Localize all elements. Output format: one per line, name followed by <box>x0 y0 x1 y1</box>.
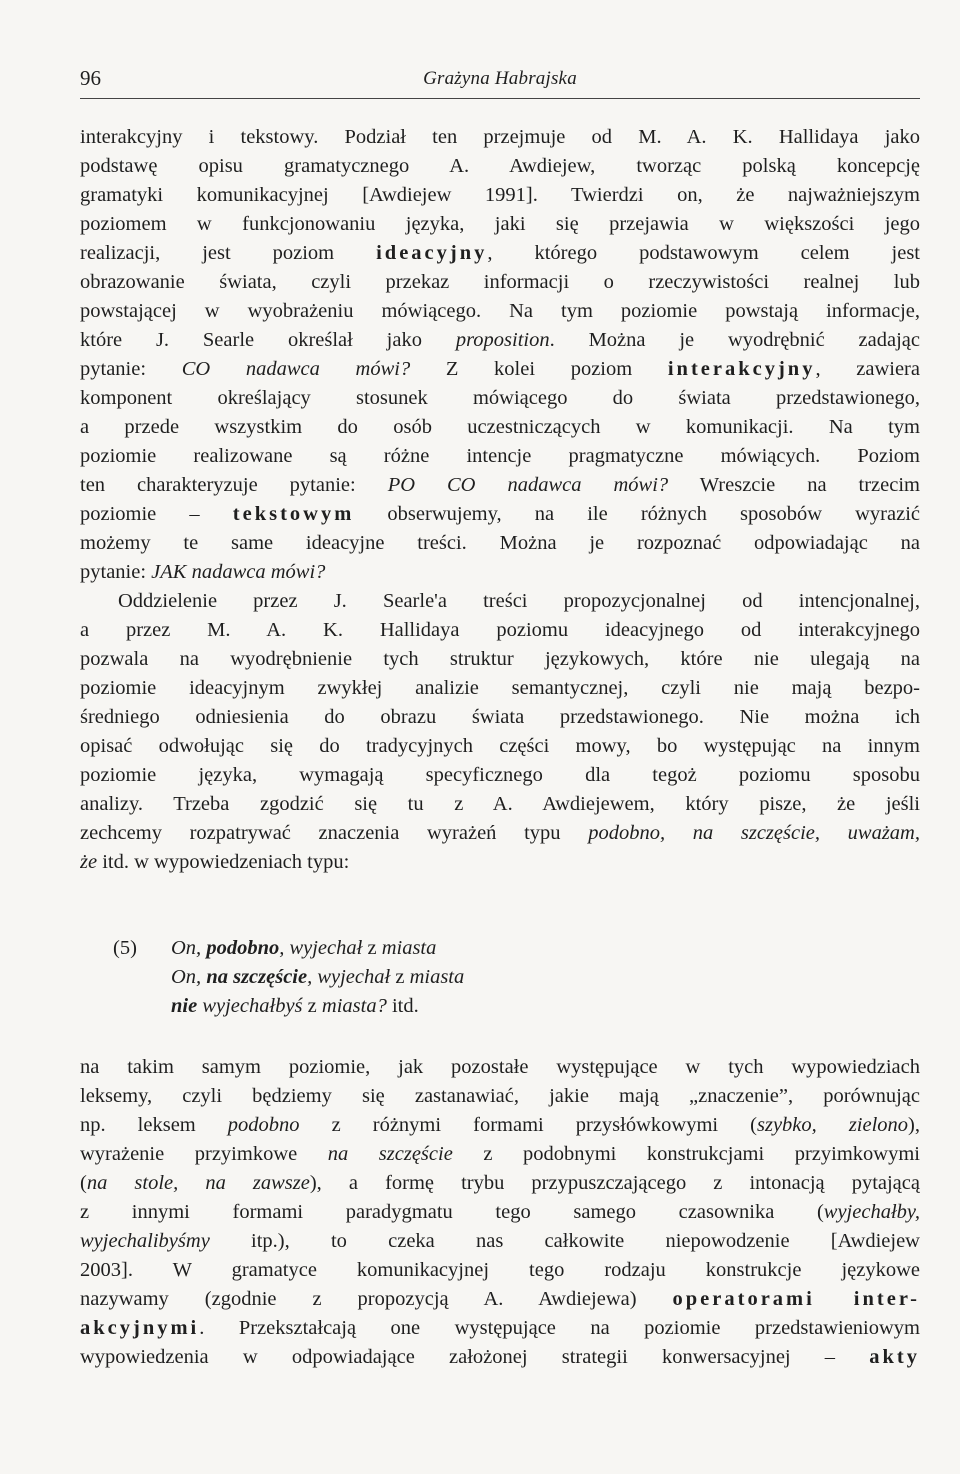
text-line: zechcemy rozpatrywać znaczenia wyrażeń typu podobno, na szczęście, uważam, <box>80 822 920 844</box>
text-line: na takim samym poziomie, jak pozostałe występujące w tych wypowiedziach <box>80 1056 920 1078</box>
continuation-paragraph <box>80 1053 920 1372</box>
text-line: pytanie: JAK nadawca mówi? <box>80 561 326 583</box>
text-line: np. leksem podobno z różnymi formami przysłówkowymi (szybko, zielono), <box>80 1114 920 1136</box>
text-line: z innymi formami paradygmatu tego samego czasownika (wyjechałby, <box>80 1201 920 1223</box>
text-line: powstającej w wyobrażeniu mówiącego. Na tym poziomie powstają informacje, <box>80 300 920 322</box>
example-5 <box>113 934 813 1021</box>
text-line: podstawę opisu gramatycznego A. Awdiejew, tworząc polską koncepcję <box>80 155 920 177</box>
text-line: (na stole, na zawsze), a formę trybu przypuszczającego z intonacją pytającą <box>80 1172 920 1194</box>
italic-term: na szczęście <box>327 1143 453 1165</box>
italic-term: że <box>80 851 98 873</box>
text-line: interakcyjny i tekstowy. Podział ten przejmuje od M. A. K. Hallidaya jako <box>80 126 920 148</box>
text-line: obrazowanie świata, czyli przekaz informacji o rzeczywistości realnej lub <box>80 271 920 293</box>
text-line: wyjechalibyśmy itp.), to czeka nas całkowite niepowodzenie [Awdiejew <box>80 1230 920 1252</box>
italic-term: proposition <box>455 329 550 351</box>
italic-question: CO nadawca mówi? <box>181 358 411 380</box>
text-line: opisać odwołując się do tradycyjnych części mowy, bo występując na innym <box>80 735 920 757</box>
text-line: poziomie języka, wymagają specyficznego dla tegoż poziomu sposobu <box>80 764 920 786</box>
italic-term: podobno, na szczęście, uważam, <box>588 822 920 844</box>
italic-term: wyjechalibyśmy <box>80 1230 210 1252</box>
text-line: analizy. Trzeba zgodzić się tu z A. Awdiejewem, który pisze, że jeśli <box>80 793 920 815</box>
text-line: Oddzielenie przez J. Searle'a treści propozycjonalnej od intencjonalnej, <box>118 590 920 612</box>
example-line: On, na szczęście, wyjechał z miasta <box>171 966 465 988</box>
bold-italic-term: podobno <box>206 937 280 959</box>
bold-italic-term: nie <box>171 995 198 1017</box>
bold-italic-term: na szczęście <box>206 966 308 988</box>
text-line: średniego odniesienia do obrazu świata przedstawionego. Nie można ich <box>80 706 920 728</box>
running-title: Grażyna Habrajska <box>423 68 577 89</box>
italic-term: wyjechałby, <box>823 1201 920 1223</box>
example-number: (5) <box>113 937 137 959</box>
text-line: a przez M. A. K. Hallidaya poziomu ideacyjnego od interakcyjnego <box>80 619 920 641</box>
text-line: akcyjnymi. Przekształcają one występujące na poziomie przedstawieniowym <box>80 1317 920 1339</box>
example-line: nie wyjechałbyś z miasta? itd. <box>171 995 419 1017</box>
text-line: że itd. w wypowiedzeniach typu: <box>80 851 350 873</box>
italic-question: PO CO nadawca mówi? <box>387 474 669 496</box>
text-line: a przede wszystkim do osób uczestniczących w komunikacji. Na tym <box>80 416 920 438</box>
text-line: gramatyki komunikacyjnej [Awdiejew 1991]. Twierdzi on, że najważniejszym <box>80 184 920 206</box>
italic-term: na stole, na zawsze <box>86 1172 310 1194</box>
page-header <box>80 62 920 99</box>
text-line: ten charakteryzuje pytanie: PO CO nadawca mówi? Wreszcie na trzecim <box>80 474 920 496</box>
text-line: komponent określający stosunek mówiącego do świata przedstawionego, <box>80 387 920 409</box>
page-number: 96 <box>80 66 101 90</box>
text-line: poziomem w funkcjonowaniu języka, jaki się przejawia w większości jego <box>80 213 920 235</box>
text-line: poziomie realizowane są różne intencje pragmatyczne mówiących. Poziom <box>80 445 920 467</box>
spaced-term: tekstowym <box>232 503 355 525</box>
italic-question: JAK nadawca mówi? <box>151 561 326 583</box>
spaced-term: ideacyjny <box>376 242 488 264</box>
italic-term: szybko, zielono <box>756 1114 909 1136</box>
example-line: (5) On, podobno, wyjechał z miasta <box>113 934 813 963</box>
text-line: pozwala na wyodrębnienie tych struktur językowych, które nie ulegają na <box>80 648 920 670</box>
text-line: poziomie – tekstowym obserwujemy, na ile różnych sposobów wyrazić <box>80 503 920 525</box>
text-line: nazywamy (zgodnie z propozycją A. Awdiejewa) operatorami inter- <box>80 1288 920 1310</box>
text-line: poziomie ideacyjnym zwykłej analizie semantycznej, czyli nie mają bezpo- <box>80 677 920 699</box>
italic-term: podobno <box>227 1114 300 1136</box>
main-paragraphs <box>80 123 920 877</box>
text-line: leksemy, czyli będziemy się zastanawiać, jakie mają „znaczenie”, porównując <box>80 1085 920 1107</box>
text-line: 2003]. W gramatyce komunikacyjnej tego rodzaju konstrukcje językowe <box>80 1259 920 1281</box>
text-line: realizacji, jest poziom ideacyjny, którego podstawowym celem jest <box>80 242 920 264</box>
spaced-term: akcyjnymi <box>80 1317 200 1339</box>
spaced-term: operatorami inter- <box>672 1288 920 1310</box>
text-line: wyrażenie przyimkowe na szczęście z podobnymi konstrukcjami przyimkowymi <box>80 1143 920 1165</box>
spaced-term: interakcyjny <box>667 358 816 380</box>
text-line: pytanie: CO nadawca mówi? Z kolei poziom interakcyjny, zawiera <box>80 358 920 380</box>
spaced-term: akty <box>869 1346 920 1368</box>
text-line: wypowiedzenia w odpowiadające założonej strategii konwersacyjnej – akty <box>80 1346 920 1368</box>
text-line: możemy te same ideacyjne treści. Można je rozpoznać odpowiadając na <box>80 532 920 554</box>
text-line: które J. Searle określał jako proposition. Można je wyodrębnić zadając <box>80 329 920 351</box>
